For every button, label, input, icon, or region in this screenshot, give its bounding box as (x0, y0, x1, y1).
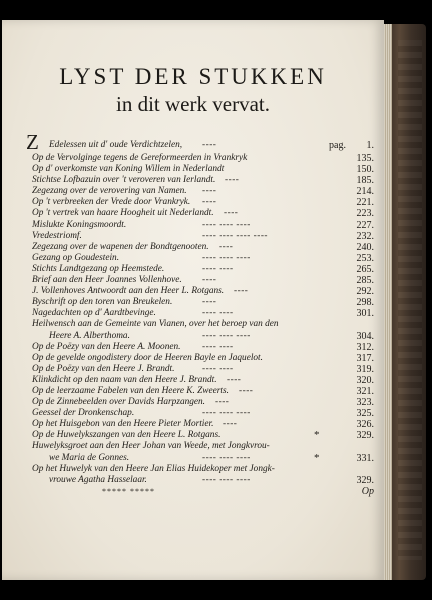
toc-entry-title: Gezang op Goudestein. (32, 252, 120, 263)
toc-entry-title: Op d' overkomste van Koning Willem in Nederlandt (32, 164, 225, 175)
toc-entry-title: Vredestriomf. (32, 230, 82, 241)
toc-page-number: 298. (356, 297, 374, 309)
toc-entry (32, 186, 376, 197)
toc-page-number: 323. (356, 397, 374, 409)
toc-entry (32, 353, 376, 364)
toc-leader: ---- (219, 241, 234, 252)
toc-entry-title: Edelessen uit d' oude Verdichtzelen, (49, 140, 183, 150)
toc-leader: ---- (202, 197, 217, 208)
book-page (2, 20, 384, 580)
toc-entry (32, 342, 376, 353)
toc-entry-title: Brief aan den Heer Joannes Vollenhove. (32, 275, 182, 286)
toc-page-number: 285. (356, 275, 374, 287)
toc-entry (32, 220, 376, 231)
toc-entry-title: Op de leerzaame Fabelen van den Heere K. Zweerts. (32, 385, 229, 396)
toc-entry (32, 308, 376, 319)
toc-page-number: 232. (356, 230, 374, 242)
toc-entry (32, 375, 376, 386)
toc-leader: ---- (202, 140, 217, 150)
drop-cap: Z (26, 130, 39, 154)
toc-entry (32, 242, 376, 253)
toc-entry-title: Zegezang over de verovering van Namen. (32, 186, 187, 197)
toc-entry-title: Huwelyksgroet aan den Heer Johan van Weede, met Jongkvrou- (32, 441, 270, 452)
toc-page-number: 329. (356, 474, 374, 486)
toc-leader: ---- ---- ---- (202, 219, 251, 230)
toc-entry (32, 430, 376, 441)
toc-page-number: 221. (356, 197, 374, 209)
toc-entry (32, 253, 376, 264)
toc-entry (32, 286, 376, 297)
toc-leader: ---- (223, 419, 238, 430)
toc-entry-title: Op het Huwelyk van den Heere Jan Elias Huidekoper met Jongk- (32, 463, 275, 474)
toc-leader: ---- ---- ---- (202, 452, 251, 463)
toc-page-number: 301. (356, 308, 374, 320)
ornament-row (32, 486, 376, 497)
toc-entry (32, 331, 376, 342)
toc-page-number: 325. (356, 408, 374, 420)
toc-entry-title: Byschrift op den toren van Breukelen. (32, 297, 173, 308)
toc-page-number: 321. (356, 385, 374, 397)
toc-entry-title: Heere A. Alberthoma. (49, 330, 130, 341)
toc-leader: ---- ---- ---- (202, 330, 251, 341)
toc-page-number: 214. (356, 186, 374, 198)
ornament: ***** ***** (102, 486, 155, 496)
toc-entry-title: Mislukte Koningsmoordt. (32, 219, 127, 230)
toc-page-number: 240. (356, 241, 374, 253)
toc-entry (32, 164, 376, 175)
toc-page-number: 292. (356, 286, 374, 298)
toc-page-number: 150. (356, 164, 374, 176)
toc-leader: ---- ---- (202, 308, 234, 319)
toc-page-number: 331. (356, 452, 374, 464)
toc-entry (32, 386, 376, 397)
toc-leader: ---- (202, 186, 217, 197)
toc-leader: ---- (202, 297, 217, 308)
page-title: LYST DER STUKKEN (59, 64, 327, 89)
toc-entry-title: we Maria de Gonnes. (49, 452, 130, 463)
toc-entry (32, 453, 376, 464)
toc-entry-title: Op het Huisgebon van den Heere Pieter Mortier. (32, 419, 214, 430)
toc-asterisk: * (314, 429, 320, 442)
toc-page-number: 312. (356, 341, 374, 353)
toc-entry-title: Stichts Landtgezang op Heemstede. (32, 263, 165, 274)
toc-entry (32, 419, 376, 430)
toc-page-number: 319. (356, 363, 374, 375)
toc-entry (32, 464, 376, 475)
toc-entry (32, 197, 376, 208)
toc-entry-title: Op 't vertrek van haare Hoogheit uit Nederlandt. (32, 208, 214, 219)
toc-entry-title: Zegezang over de wapenen der Bondtgenooten. (32, 241, 209, 252)
toc-leader: ---- (239, 385, 254, 396)
toc-entry-title: Op de Huwelykszangen van den Heere L. Rotgans. (32, 430, 221, 441)
toc-page-number: 227. (356, 219, 374, 231)
toc-page-number: 317. (356, 352, 374, 364)
toc-entry-title: Nagedachten op d' Aardtbevinge. (32, 308, 156, 319)
toc-entry (32, 153, 376, 164)
toc-leader: ---- ---- (202, 341, 234, 352)
toc-entry (32, 208, 376, 219)
toc-entry-title: Op de Vervolginge tegens de Gereformeerden in Vrankryk (32, 153, 248, 163)
toc-entry (32, 441, 376, 452)
toc-page-number: 329. (356, 430, 374, 442)
toc-entry-title: Op de gevelde ongodistery door de Heeren Bayle en Jaquelot. (32, 352, 263, 363)
cover-texture (398, 40, 422, 560)
toc-page-number: 135. (356, 153, 374, 164)
toc-leader: ---- ---- ---- (202, 252, 251, 263)
toc-leader: ---- ---- ---- ---- (202, 230, 269, 241)
toc-entry (32, 475, 376, 486)
toc-page-number: 304. (356, 330, 374, 342)
toc-entry (32, 275, 376, 286)
toc-entry-title: Klinkdicht op den naam van den Heere J. Brandt. (32, 374, 217, 385)
toc-page-number: 265. (356, 263, 374, 275)
toc-entry-title: Op de Poëzy van den Heere A. Moonen. (32, 341, 181, 352)
toc-entry-title: Op 't verbreeken der Vrede door Vrankryk. (32, 197, 191, 208)
toc-leader: ---- ---- ---- (202, 408, 251, 419)
toc-entry (32, 397, 376, 408)
toc-entry (32, 231, 376, 242)
toc-entry-title: Geessel der Dronkenschap. (32, 408, 135, 419)
toc-leader: ---- (215, 397, 230, 408)
toc-page-number: 185. (356, 175, 374, 187)
toc-page-number: 320. (356, 374, 374, 386)
toc-leader: ---- (225, 175, 240, 186)
toc-entry (32, 175, 376, 186)
toc-entry-title: Heilwensch aan de Gemeinte van Vianen, over het beroep van den (32, 319, 279, 330)
toc-entry-title: J. Vollenhoves Antwoordt aan den Heer L. Rotgans. (32, 286, 225, 297)
toc-leader: ---- (202, 275, 217, 286)
toc-entry-title: Stichtse Lofbazuin over 't veroveren van Ierlandt. (32, 175, 216, 186)
table-of-contents (26, 130, 376, 497)
toc-entry (32, 364, 376, 375)
toc-leader: ---- (224, 208, 239, 219)
toc-entry (32, 264, 376, 275)
toc-entry-title: Op de Poëzy van den Heere J. Brandt. (32, 363, 175, 374)
toc-entry (32, 319, 376, 330)
toc-leader: ---- ---- (202, 263, 234, 274)
toc-leader: ---- (227, 374, 242, 385)
catchword: Op (361, 485, 374, 497)
toc-page-number: 1. (366, 140, 374, 151)
toc-asterisk: * (314, 451, 320, 464)
toc-leader: ---- ---- ---- (202, 474, 251, 485)
page-subtitle: in dit werk vervat. (116, 92, 270, 116)
toc-page-prefix: pag. (329, 140, 346, 151)
toc-entry (32, 408, 376, 419)
toc-entry (26, 130, 376, 154)
toc-page-number: 253. (356, 252, 374, 264)
toc-leader: ---- (234, 286, 249, 297)
toc-entry-title: Op de Zinnebeelden over Davids Harpzangen. (32, 397, 205, 408)
toc-entry (32, 297, 376, 308)
toc-leader: ---- ---- (202, 363, 234, 374)
toc-page-number: 223. (356, 208, 374, 220)
toc-page-number: 326. (356, 419, 374, 431)
toc-entry-title: vrouwe Agatha Hasselaar. (49, 474, 147, 485)
